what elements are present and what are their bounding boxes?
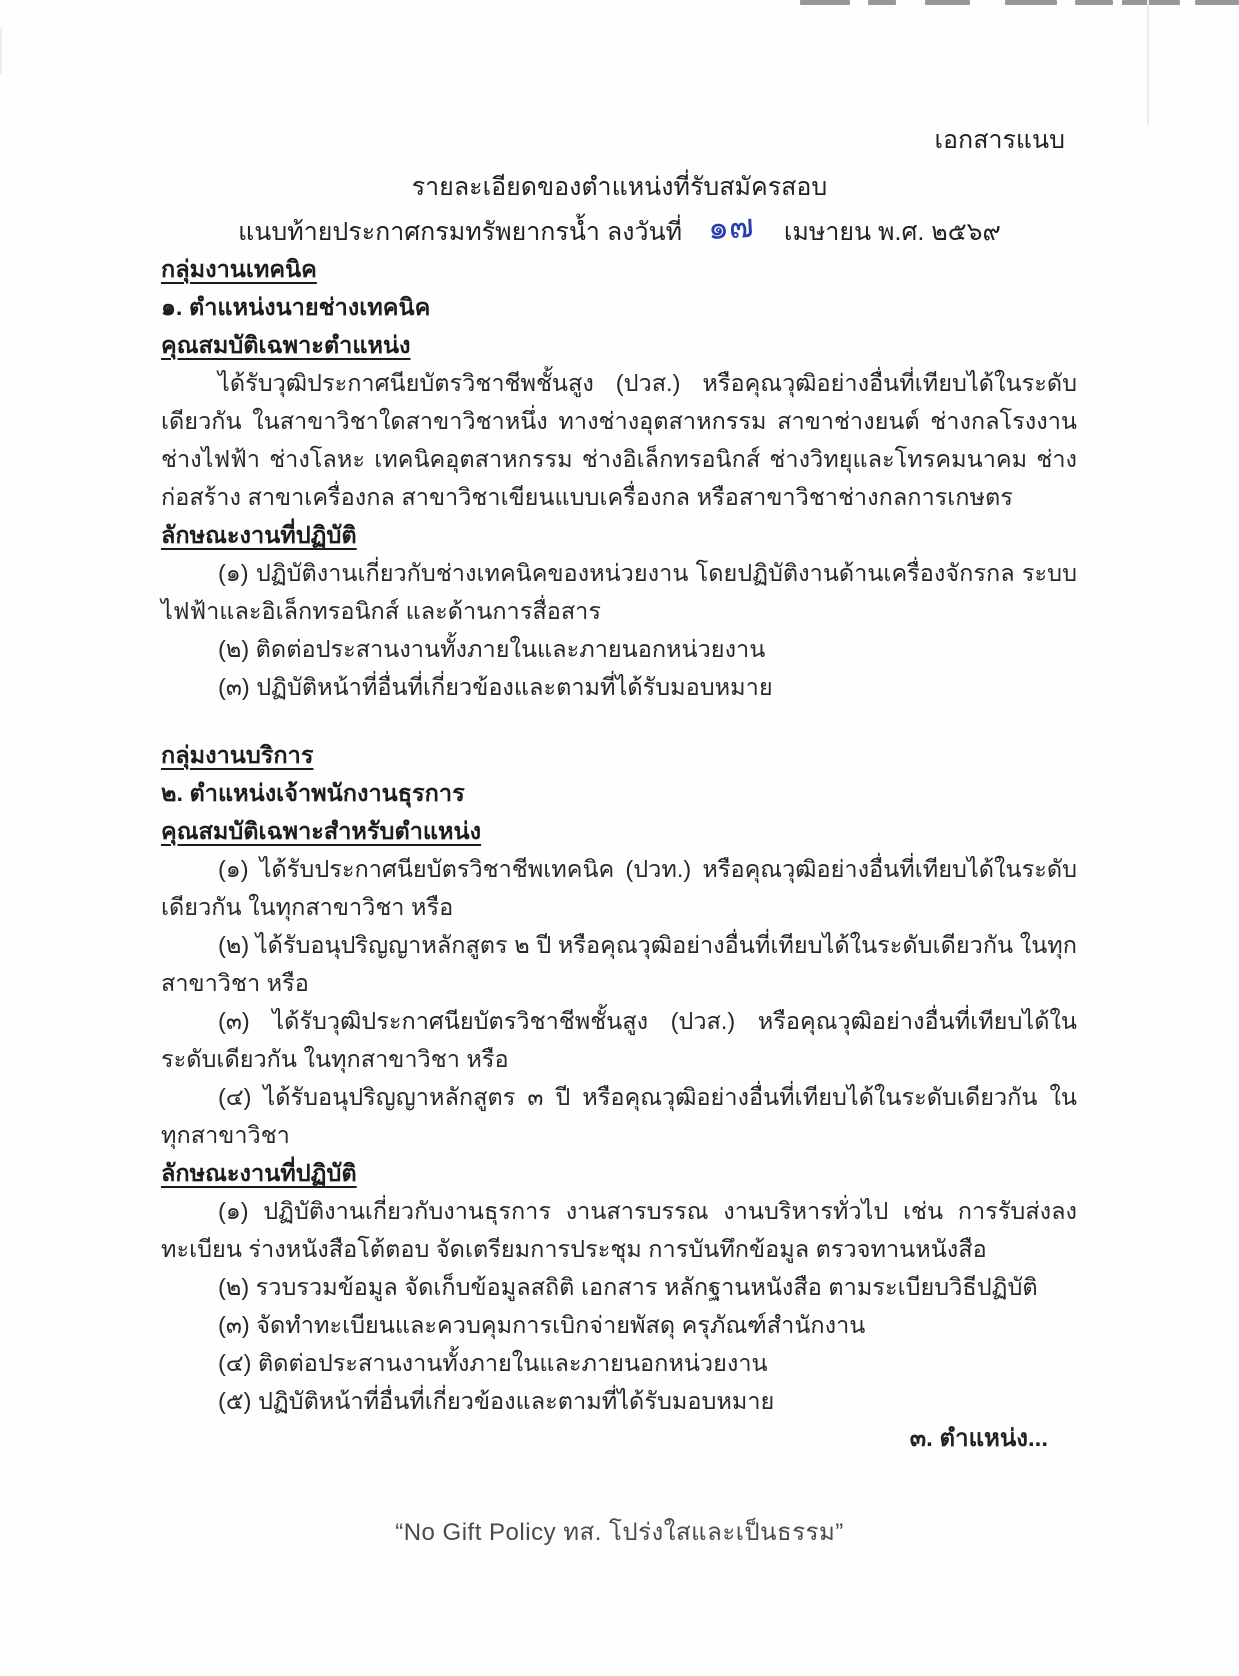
scan-artifact-dash — [1075, 0, 1113, 5]
duty-item: (๑) ปฏิบัติงานเกี่ยวกับช่างเทคนิคของหน่วยงาน โดยปฏิบัติงานด้านเครื่องจักรกล ระบบไฟฟ้าและอิเล็กทรอนิกส์ และด้านการสื่อสาร — [161, 560, 1077, 624]
qualification-item: (๑) ได้รับประกาศนียบัตรวิชาชีพเทคนิค (ปวท.) หรือคุณวุฒิอย่างอื่นที่เทียบได้ในระดับเดียวกัน ในทุกสาขาวิชา หรือ — [161, 856, 1077, 920]
scan-artifact-dash — [1122, 0, 1180, 5]
footer-no-gift-policy: “No Gift Policy ทส. โปร่งใสและเป็นธรรม” — [395, 1519, 844, 1546]
document-body — [161, 250, 1077, 1420]
attachment-corner-label: เอกสารแนบ — [934, 126, 1065, 154]
document-title-line1: รายละเอียดของตำแหน่งที่รับสมัครสอบ — [411, 173, 828, 201]
continuation-note: ๓. ตำแหน่ง... — [909, 1425, 1048, 1452]
qualification-heading: คุณสมบัติเฉพาะตำแหน่ง — [161, 332, 411, 358]
group-heading: กลุ่มงานเทคนิค — [161, 256, 317, 282]
duties-heading: ลักษณะงานที่ปฏิบัติ — [161, 1160, 357, 1186]
duty-item: (๔) ติดต่อประสานงานทั้งภายในและภายนอกหน่วยงาน — [218, 1350, 768, 1376]
duty-item: (๑) ปฏิบัติงานเกี่ยวกับงานธุรการ งานสารบรรณ งานบริหารทั่วไป เช่น การรับส่งลงทะเบียน ร่างหนังสือโต้ตอบ จัดเตรียมการประชุม การบันทึกข้อมูล ตรวจทานหนังสือ — [161, 1198, 1077, 1262]
handwritten-day-number: ๑๗ — [706, 206, 755, 247]
qualification-item: (๒) ได้รับอนุปริญญาหลักสูตร ๒ ปี หรือคุณวุฒิอย่างอื่นที่เทียบได้ในระดับเดียวกัน ในทุกสาขาวิชา หรือ — [161, 932, 1077, 996]
duty-item: (๒) ติดต่อประสานงานทั้งภายในและภายนอกหน่วยงาน — [218, 636, 766, 662]
title-date-prefix: แนบท้ายประกาศกรมทรัพยากรน้ำ ลงวันที่ — [238, 218, 683, 246]
qualification-paragraph: ได้รับวุฒิประกาศนียบัตรวิชาชีพชั้นสูง (ปวส.) หรือคุณวุฒิอย่างอื่นที่เทียบได้ในระดับเดียวกัน ในสาขาวิชาใดสาขาวิชาหนึ่ง ทางช่างอุตสาหกรรม สาขาช่างยนต์ ช่างกลโรงงาน ช่างไฟฟ้า ช่างโลหะ เทคนิคอุตสาหกรรม ช่างอิเล็กทรอนิกส์ ช่างวิทยุและโทรคมนาคม ช่างก่อสร้าง สาขาเครื่องกล สาขาวิชาเขียนแบบเครื่องกล หรือสาขาวิชาช่างกลการเกษตร — [161, 370, 1077, 510]
position-heading: ๑. ตำแหน่งนายช่างเทคนิค — [161, 294, 431, 320]
scan-artifact-dash — [800, 0, 850, 5]
scan-artifact-line — [1147, 0, 1149, 125]
duty-item: (๕) ปฏิบัติหน้าที่อื่นที่เกี่ยวข้องและตามที่ได้รับมอบหมาย — [218, 1388, 775, 1414]
scan-artifact-dash — [925, 0, 970, 5]
qualification-heading: คุณสมบัติเฉพาะสำหรับตำแหน่ง — [161, 818, 482, 844]
scan-artifact-dash — [1005, 0, 1057, 5]
title-date-suffix: เมษายน พ.ศ. ๒๕๖๙ — [783, 218, 1001, 246]
group-heading: กลุ่มงานบริการ — [161, 742, 314, 768]
document-title-block — [0, 166, 1239, 253]
section-service-group — [161, 736, 1077, 1420]
duty-item: (๓) ปฏิบัติหน้าที่อื่นที่เกี่ยวข้องและตามที่ได้รับมอบหมาย — [218, 674, 773, 700]
duty-item: (๓) จัดทำทะเบียนและควบคุมการเบิกจ่ายพัสดุ ครุภัณฑ์สำนักงาน — [218, 1312, 866, 1338]
position-heading: ๒. ตำแหน่งเจ้าพนักงานธุรการ — [161, 780, 465, 806]
document-title-line2 — [0, 208, 1239, 253]
scan-artifact-dash — [1195, 0, 1239, 5]
section-technical-group — [161, 250, 1077, 706]
scan-artifact-edge — [0, 28, 2, 74]
scan-artifact-dash — [868, 0, 896, 5]
duty-item: (๒) รวบรวมข้อมูล จัดเก็บข้อมูลสถิติ เอกสาร หลักฐานหนังสือ ตามระเบียบวิธีปฏิบัติ — [218, 1274, 1038, 1300]
qualification-item: (๓) ได้รับวุฒิประกาศนียบัตรวิชาชีพชั้นสูง (ปวส.) หรือคุณวุฒิอย่างอื่นที่เทียบได้ในระดับเดียวกัน ในทุกสาขาวิชา หรือ — [161, 1008, 1077, 1072]
qualification-item: (๔) ได้รับอนุปริญญาหลักสูตร ๓ ปี หรือคุณวุฒิอย่างอื่นที่เทียบได้ในระดับเดียวกัน ในทุกสาขาวิชา — [161, 1084, 1077, 1148]
duties-heading: ลักษณะงานที่ปฏิบัติ — [161, 522, 357, 548]
